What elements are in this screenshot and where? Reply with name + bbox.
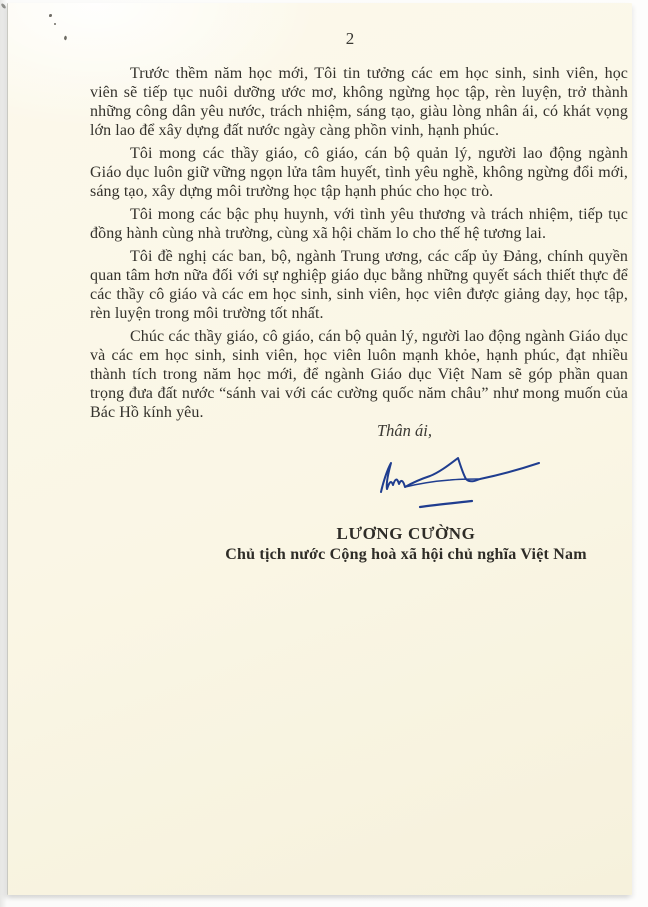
signature-ink: [374, 450, 549, 512]
letter-paragraph: Chúc các thầy giáo, cô giáo, cán bộ quản lý, người lao động ngành Giáo dục và các em học sinh, sinh viên, học viên luôn mạnh khỏe, hạnh phúc, đạt nhiều thành tích trong năm học mới, để ngành Giáo dục Việt Nam sẽ góp phần quan trọng đưa đất nước “sánh vai với các cường quốc năm châu” như mong muốn của Bác Hồ kính yêu.: [90, 328, 628, 421]
scan-speckle: [49, 14, 52, 17]
letter-paragraph: Tôi đề nghị các ban, bộ, ngành Trung ương, các cấp ủy Đảng, chính quyền quan tâm hơn nữa đối với sự nghiệp giáo dục bằng những quyết sách thiết thực để các thầy cô giáo và các em học sinh, sinh viên, học viên được giảng dạy, học tập, rèn luyện trong môi trường tốt nhất.: [90, 248, 628, 322]
scan-speckle: [63, 36, 68, 41]
signer-title: Chủ tịch nước Cộng hoà xã hội chủ nghĩa Việt Nam: [225, 546, 587, 563]
signature-block: [156, 524, 648, 564]
page-number: 2: [345, 29, 355, 48]
scan-corner-speckle: [0, 3, 6, 10]
signer-name: LƯƠNG CƯỜNG: [336, 524, 476, 543]
letter-paragraph: Tôi mong các bậc phụ huynh, với tình yêu thương và trách nhiệm, tiếp tục đồng hành cùng nhà trường, cùng xã hội chăm lo cho thế hệ tương lai.: [90, 206, 628, 242]
signature-stroke-underline: [420, 501, 472, 507]
document-page: [7, 3, 632, 895]
scan-speckle: [54, 23, 56, 25]
letter-body: [90, 64, 628, 426]
closing-salutation: Thân ái,: [377, 421, 433, 440]
letter-paragraph: Tôi mong các thầy giáo, cô giáo, cán bộ quản lý, người lao động ngành Giáo dục luôn giữ vững ngọn lửa tâm huyết, tình yêu nghề, không ngừng đổi mới, sáng tạo, xây dựng môi trường học tập hạnh phúc cho học trò.: [90, 145, 628, 200]
letter-paragraph: Trước thềm năm học mới, Tôi tin tưởng các em học sinh, sinh viên, học viên sẽ tiếp tục nuôi dưỡng ước mơ, không ngừng học tập, rèn luyện, trở thành những công dân yêu nước, trách nhiệm, sáng tạo, giàu lòng nhân ái, có khát vọng lớn lao để xây dựng đất nước ngày càng phồn vinh, hạnh phúc.: [90, 65, 628, 139]
